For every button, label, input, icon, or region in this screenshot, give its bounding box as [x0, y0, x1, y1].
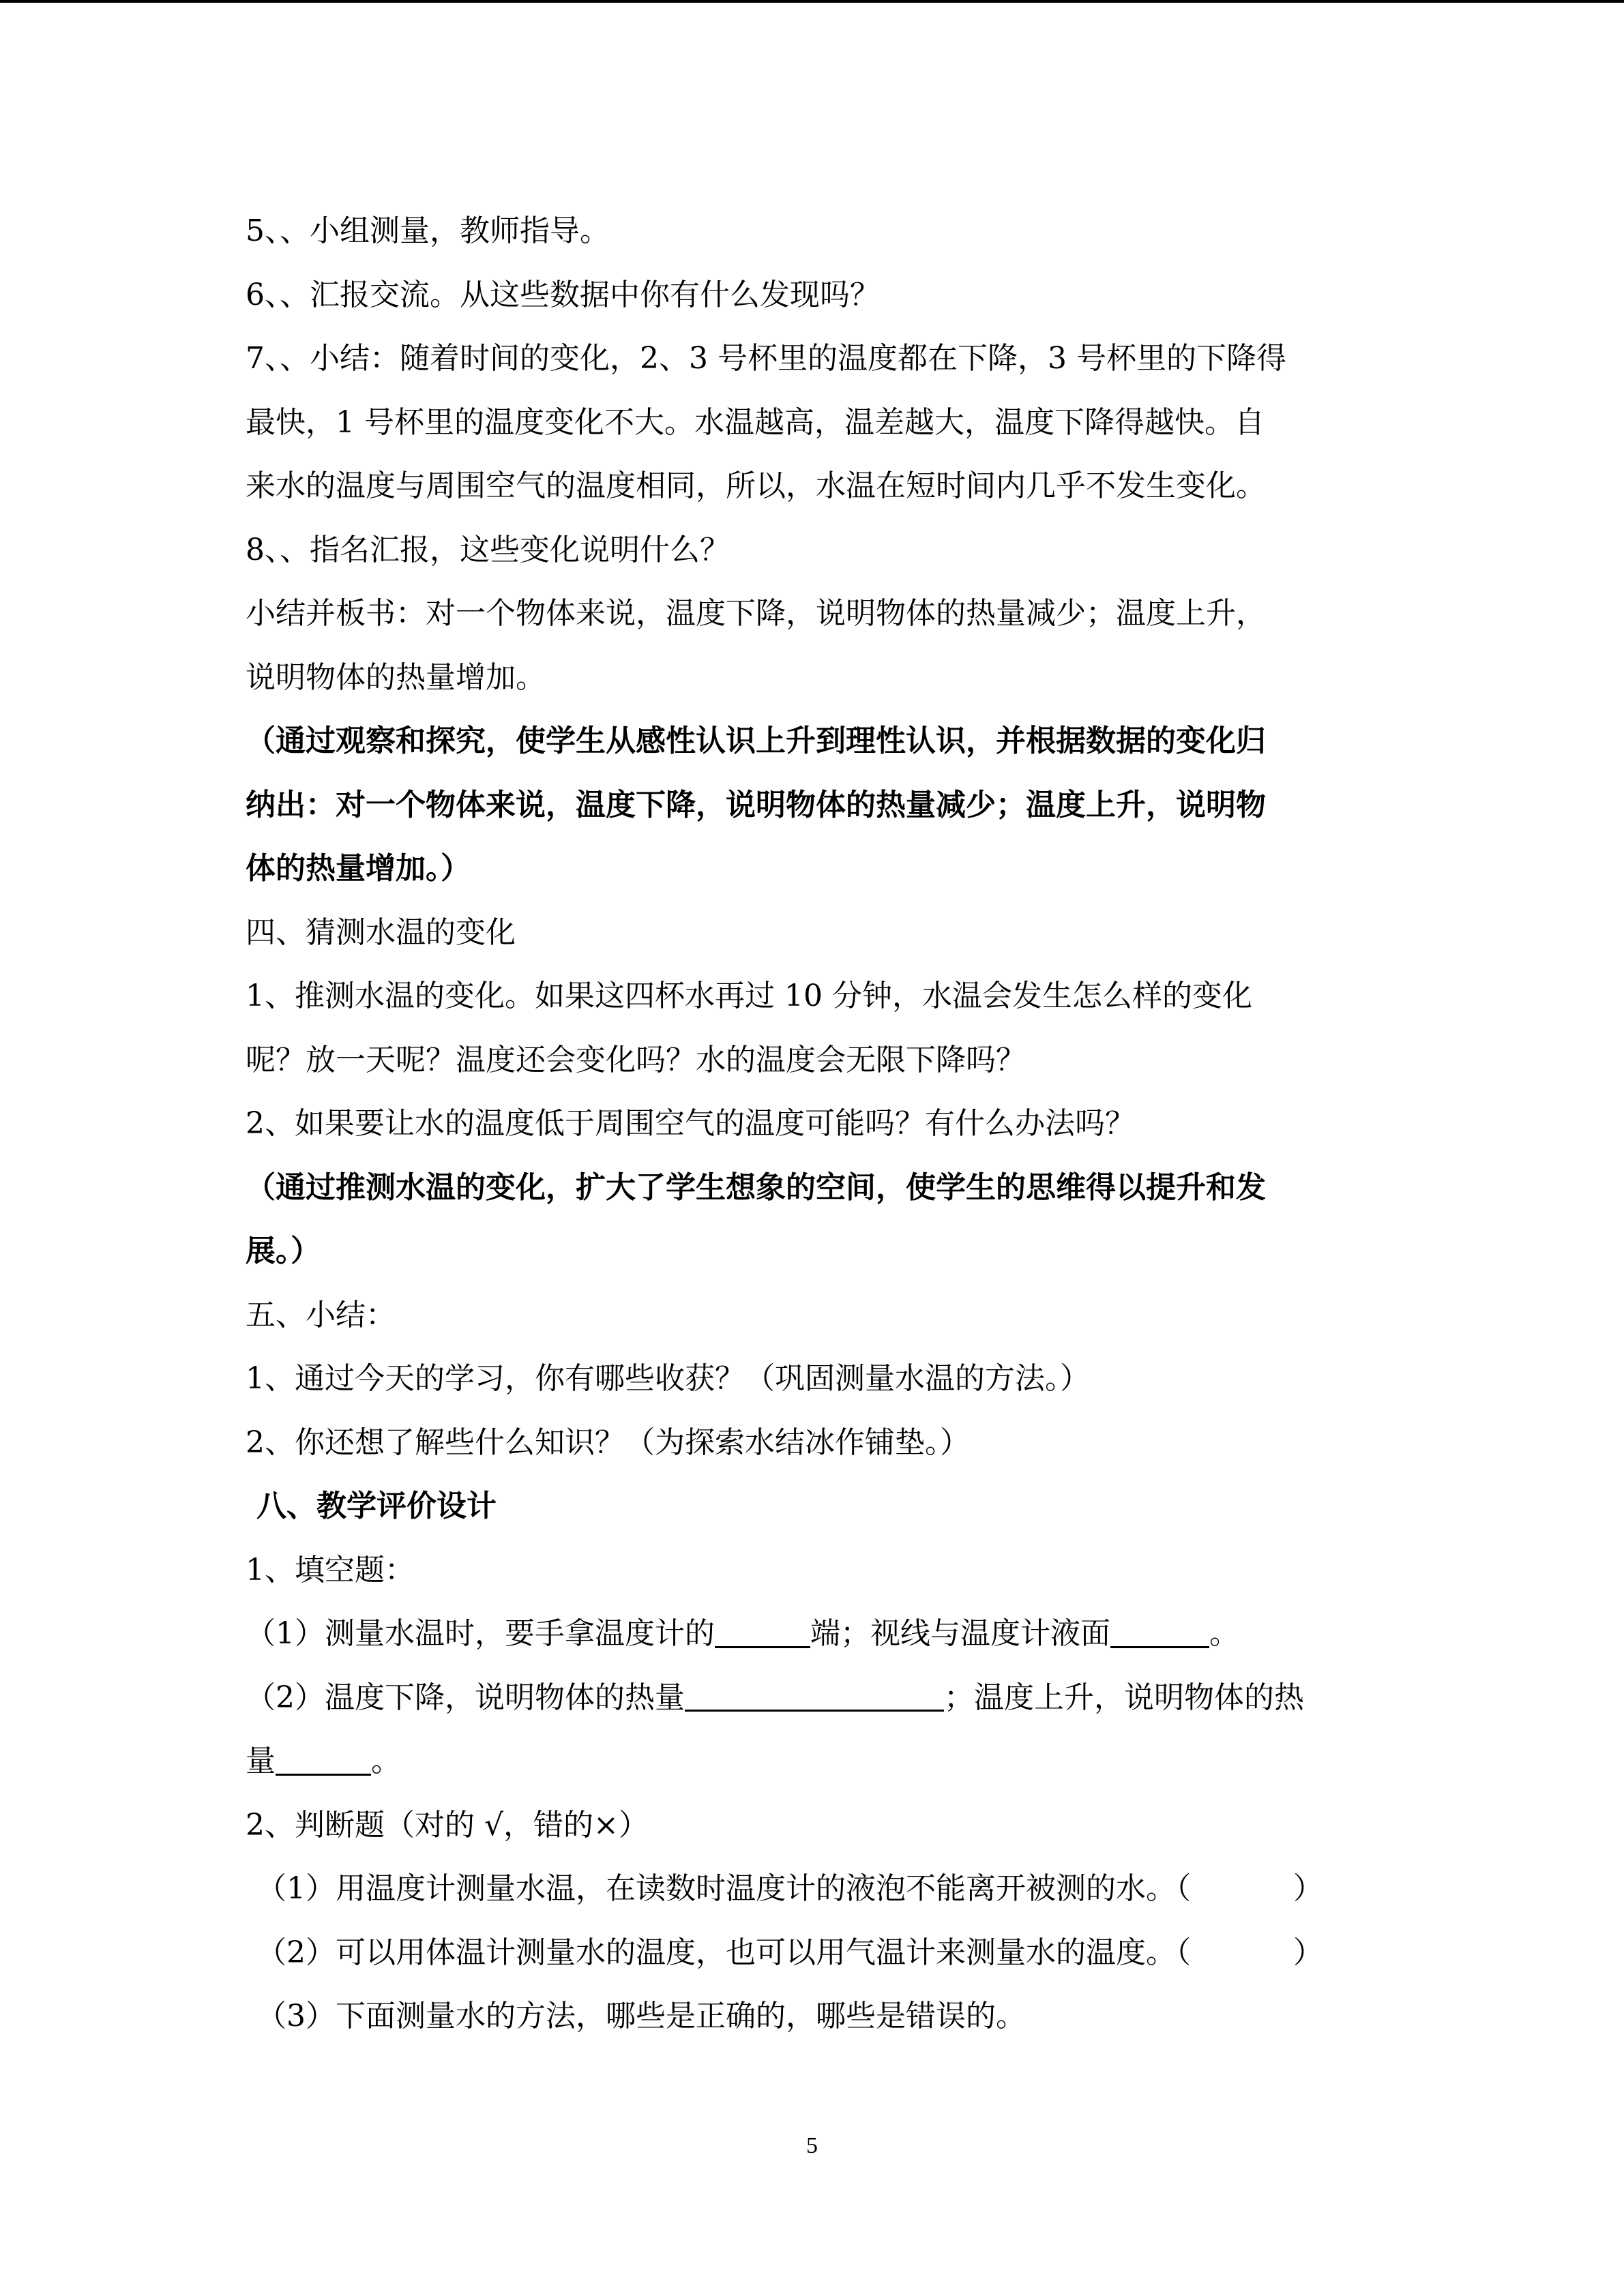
- section-4-item-1-line-2: 呢？放一天呢？温度还会变化吗？水的温度会无限下降吗？: [246, 1042, 1026, 1077]
- step-8-line: 8、、指名汇报，这些变化说明什么？: [246, 532, 730, 567]
- fill-question-2-cont: [246, 1729, 1378, 1793]
- note-1-line-2: 纳出：对一个物体来说，温度下降，说明物体的热量减少；温度上升，说明物: [246, 787, 1266, 822]
- fill-blank-title: 1、填空题：: [246, 1552, 415, 1587]
- step-7-line-2: 最快，1 号杯里的温度变化不大。水温越高，温差越大，温度下降得越快。自: [246, 404, 1265, 440]
- fill-q1-blank-2: [1110, 1613, 1209, 1648]
- step-6-line: 6、、汇报交流。从这些数据中你有什么发现吗？: [246, 277, 880, 312]
- fill-q2-text-a: （2）温度下降，说明物体的热量: [246, 1680, 685, 1715]
- step-7-line-3: 来水的温度与周围空气的温度相同，所以，水温在短时间内几乎不发生变化。: [246, 468, 1266, 503]
- top-border-line: [0, 0, 1624, 3]
- section-8-heading: 八、教学评价设计: [256, 1489, 497, 1523]
- note-2-line-2: 展。）: [246, 1234, 321, 1268]
- fill-q1-text-c: 。: [1209, 1616, 1239, 1651]
- fill-q2-text-d: 。: [371, 1744, 401, 1778]
- note-2-line-1: （通过推测水温的变化，扩大了学生想象的空间，使学生的思维得以提升和发: [246, 1169, 1266, 1205]
- step-5-line: 5、、小组测量，教师指导。: [246, 213, 610, 248]
- fill-q2-text-c: 量: [246, 1744, 276, 1778]
- summary-line-2: 说明物体的热量增加。: [246, 659, 546, 695]
- section-4-item-1-line-1: 1、推测水温的变化。如果这四杯水再过 10 分钟，水温会发生怎么样的变化: [246, 979, 1252, 1013]
- fill-q1-blank-1: [715, 1613, 810, 1648]
- judge-item-1: [246, 1857, 1378, 1921]
- judge-title: 2、判断题（对的 √，错的×）: [246, 1807, 649, 1843]
- note-1-line-3: 体的热量增加。）: [246, 851, 471, 886]
- judge-item-2: [246, 1921, 1378, 1985]
- judge-item-1-text: （1）用温度计测量水温，在读数时温度计的液泡不能离开被测的水。（: [256, 1871, 1191, 1906]
- fill-q1-text-a: （1）测量水温时，要手拿温度计的: [246, 1616, 715, 1651]
- fill-q1-text-b: 端；视线与温度计液面: [810, 1616, 1110, 1651]
- section-4-heading: 四、猜测水温的变化: [246, 914, 516, 950]
- section-4-item-2: 2、如果要让水的温度低于周围空气的温度可能吗？有什么办法吗？: [246, 1106, 1135, 1141]
- page-number: 5: [806, 2133, 818, 2158]
- fill-question-2: [246, 1666, 1378, 1730]
- fill-question-1: [246, 1602, 1378, 1666]
- step-7-line-1: 7、、小结：随着时间的变化，2、3 号杯里的温度都在下降，3 号杯里的下降得: [246, 341, 1286, 376]
- fill-q2-text-b: ；温度上升，说明物体的热: [944, 1680, 1304, 1715]
- summary-line-1: 小结并板书：对一个物体来说，温度下降，说明物体的热量减少；温度上升，: [246, 596, 1266, 631]
- document-body: [246, 199, 1378, 2048]
- note-1-line-1: （通过观察和探究，使学生从感性认识上升到理性认识，并根据数据的变化归: [246, 724, 1266, 758]
- judge-item-3: （3）下面测量水的方法，哪些是正确的，哪些是错误的。: [256, 1999, 1026, 2033]
- judge-item-2-close: ）: [1293, 1935, 1323, 1970]
- judge-item-2-text: （2）可以用体温计测量水的温度，也可以用气温计来测量水的温度。（: [256, 1935, 1191, 1970]
- section-5-item-2: 2、你还想了解些什么知识？（为探索水结冰作铺垫。）: [246, 1425, 970, 1460]
- fill-q2-blank-2: [276, 1740, 371, 1775]
- judge-item-1-close: ）: [1293, 1871, 1323, 1906]
- section-5-heading: 五、小结：: [246, 1297, 396, 1332]
- fill-q2-blank-1: [685, 1677, 944, 1712]
- section-5-item-1: 1、通过今天的学习，你有哪些收获？（巩固测量水温的方法。）: [246, 1361, 1090, 1396]
